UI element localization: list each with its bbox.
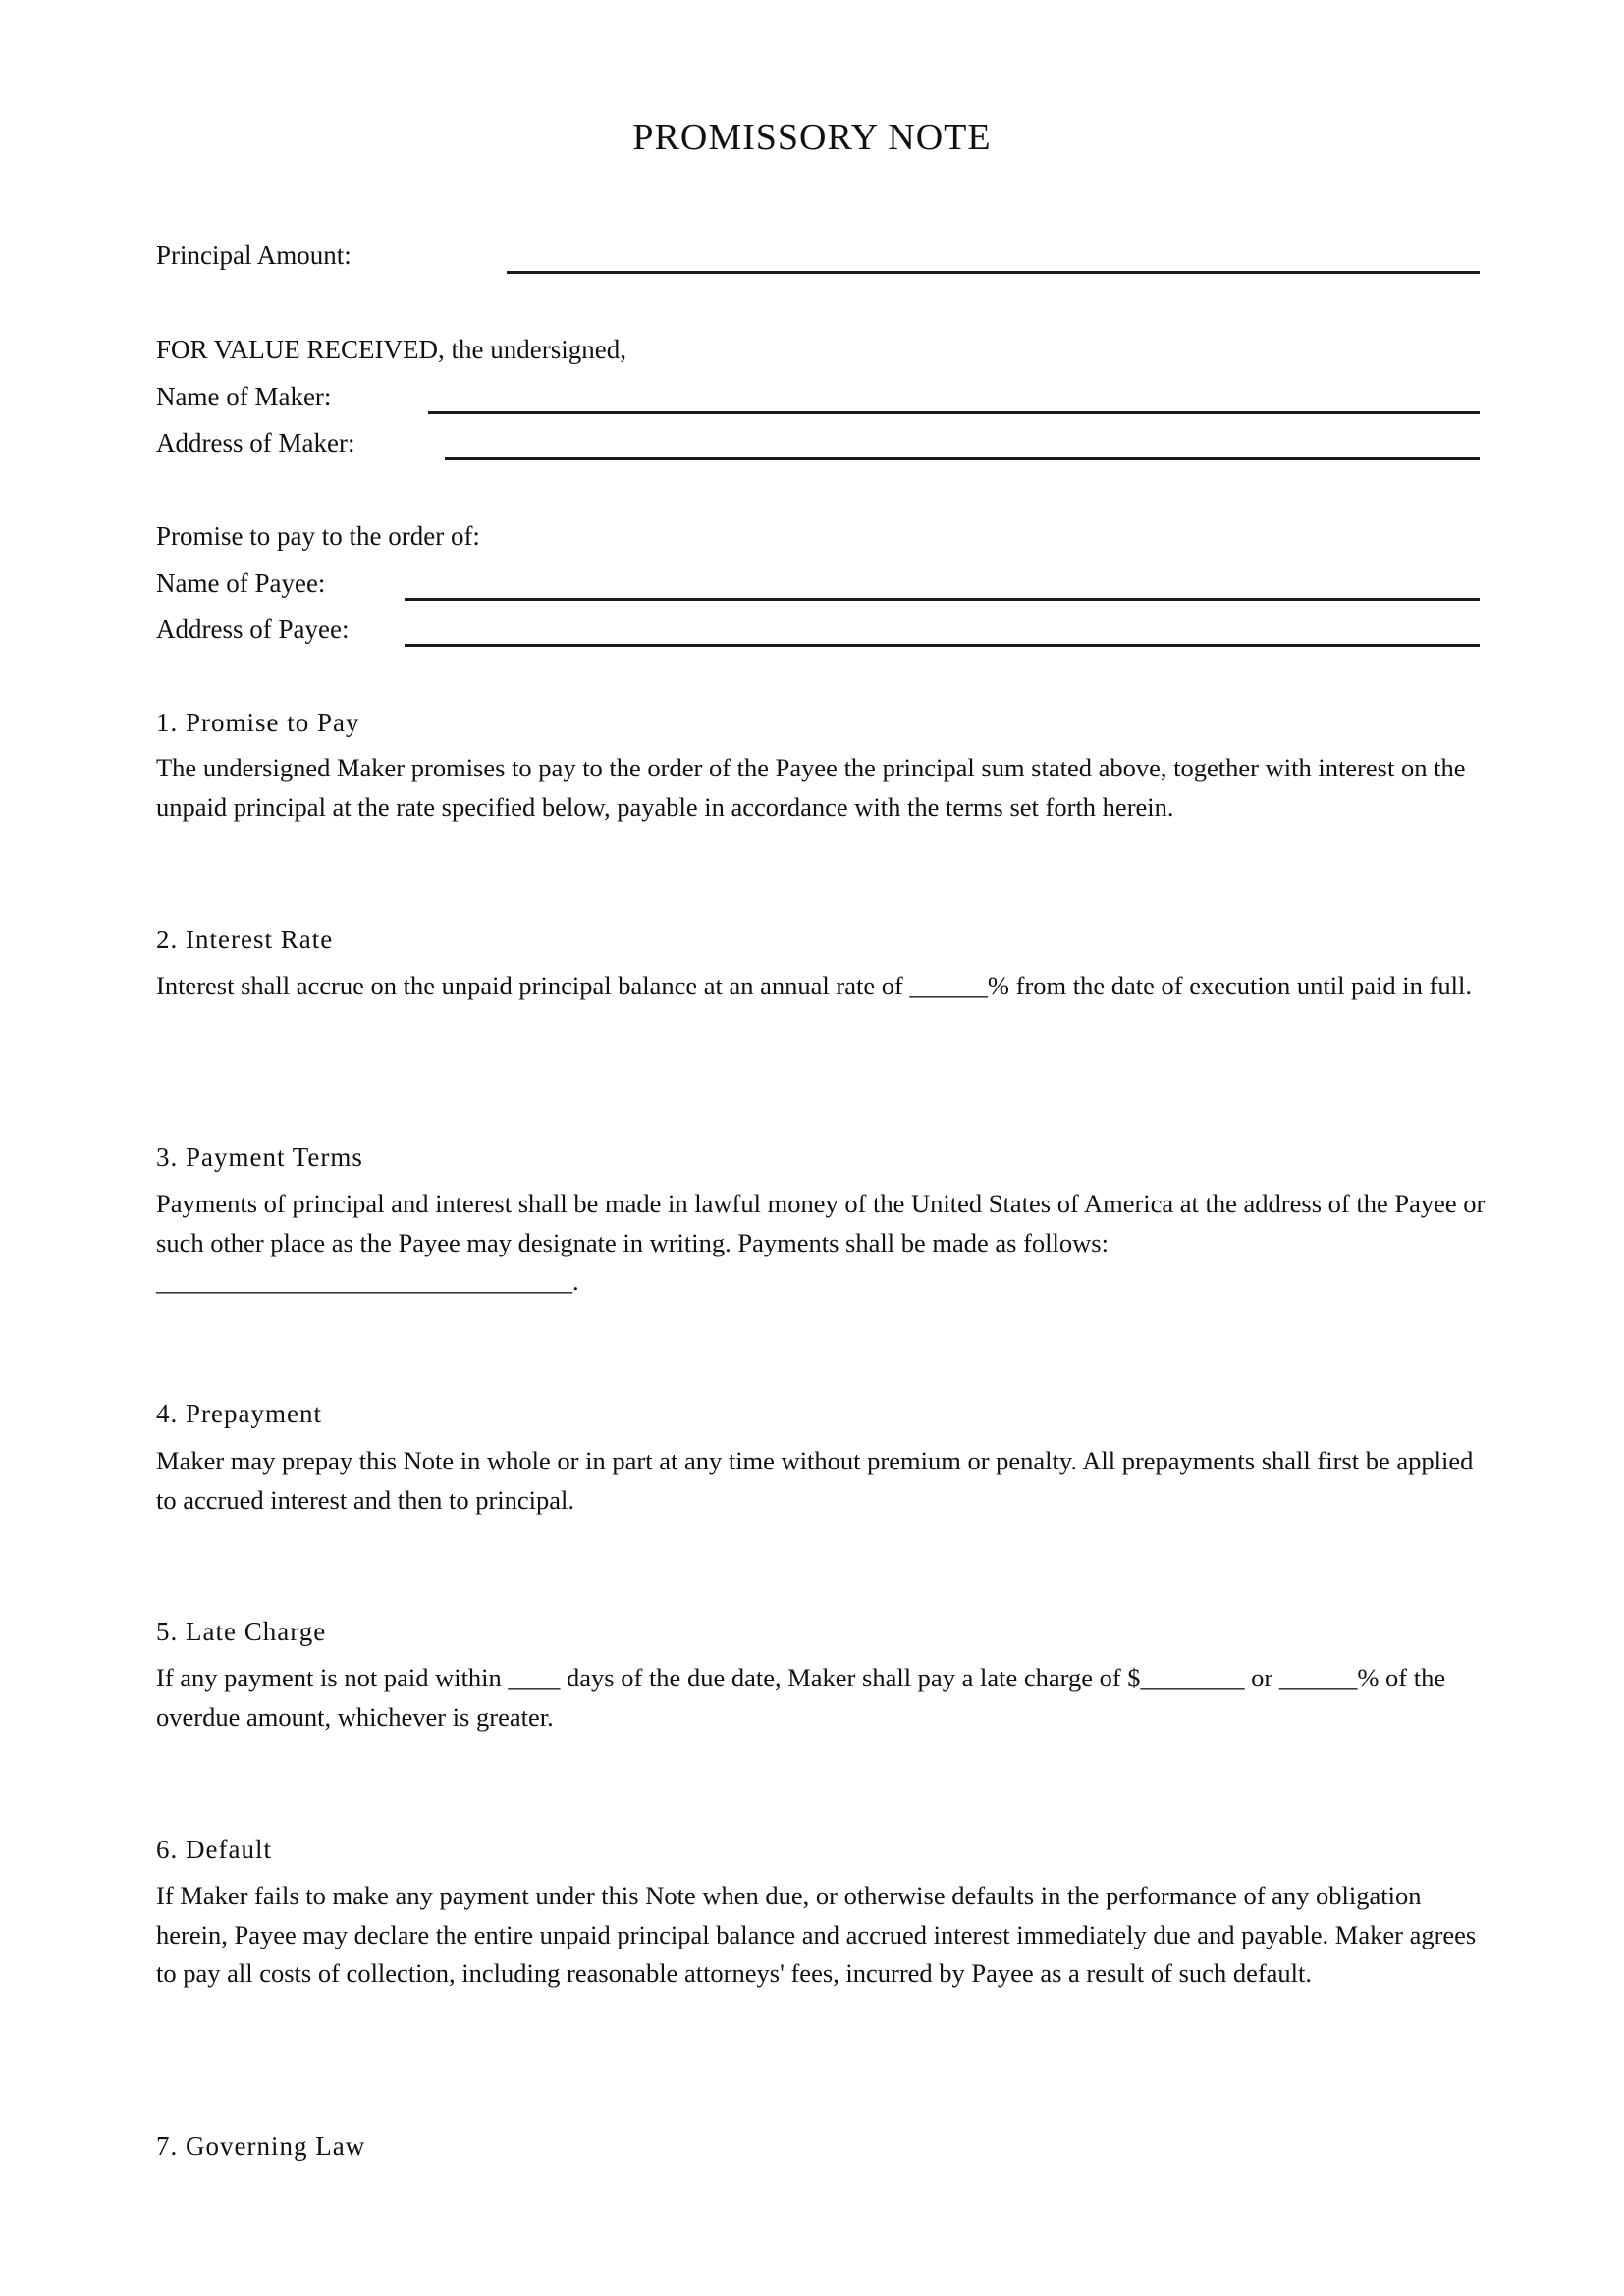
section-body-payment-terms: Payments of principal and interest shall be made in lawful money of the United States of America at the address of the Payee or such other place as the Payee may designate in writing. Payments shall be made as follows: ________________________________. (156, 1189, 1486, 1296)
section-body-default: If Maker fails to make any payment under this Note when due, or otherwise defaults in the performance of any obligation herein, Payee may declare the entire unpaid principal balance and accrued interest immediately due and payable. Maker agrees to pay all costs of collection, including reasonable attorneys' fees, incurred by Payee as a result of such default. (156, 1881, 1477, 1988)
section-heading-interest-rate: 2. Interest Rate (156, 925, 334, 954)
section-heading-promise-to-pay: 1. Promise to Pay (156, 708, 360, 737)
document-title: PROMISSORY NOTE (632, 117, 992, 158)
payee-name-label: Name of Payee: (156, 568, 326, 598)
maker-address-line[interactable] (445, 457, 1480, 460)
value-received-text: FOR VALUE RECEIVED, the undersigned, (156, 335, 626, 364)
section-body-interest-rate: Interest shall accrue on the unpaid principal balance at an annual rate of ______% from the date of execution until paid in full. (156, 971, 1472, 1000)
section-body-prepayment: Maker may prepay this Note in whole or in part at any time without premium or penalty. All prepayments shall first be applied to accrued interest and then to principal. (156, 1446, 1474, 1515)
section-heading-governing-law: 7. Governing Law (156, 2131, 366, 2161)
section-heading-prepayment: 4. Prepayment (156, 1399, 322, 1428)
principal-amount-label: Principal Amount: (156, 240, 352, 270)
section-heading-late-charge: 5. Late Charge (156, 1617, 327, 1646)
section-heading-payment-terms: 3. Payment Terms (156, 1143, 363, 1172)
principal-amount-line[interactable] (507, 271, 1480, 274)
section-heading-default: 6. Default (156, 1835, 272, 1864)
payee-address-label: Address of Payee: (156, 614, 350, 644)
maker-address-label: Address of Maker: (156, 428, 355, 457)
section-body-late-charge: If any payment is not paid within ____ days of the due date, Maker shall pay a late charge of $________ or ______% of the overdue amount, whichever is greater. (156, 1663, 1446, 1732)
payee-address-line[interactable] (405, 644, 1480, 647)
maker-name-line[interactable] (428, 411, 1480, 414)
maker-name-label: Name of Maker: (156, 382, 332, 411)
section-body-promise-to-pay: The undersigned Maker promises to pay to the order of the Payee the principal sum stated above, together with interest on the unpaid principal at the rate specified below, payable in accordance with the terms set forth herein. (156, 753, 1466, 822)
promise-text: Promise to pay to the order of: (156, 521, 480, 551)
payee-name-line[interactable] (405, 598, 1480, 601)
